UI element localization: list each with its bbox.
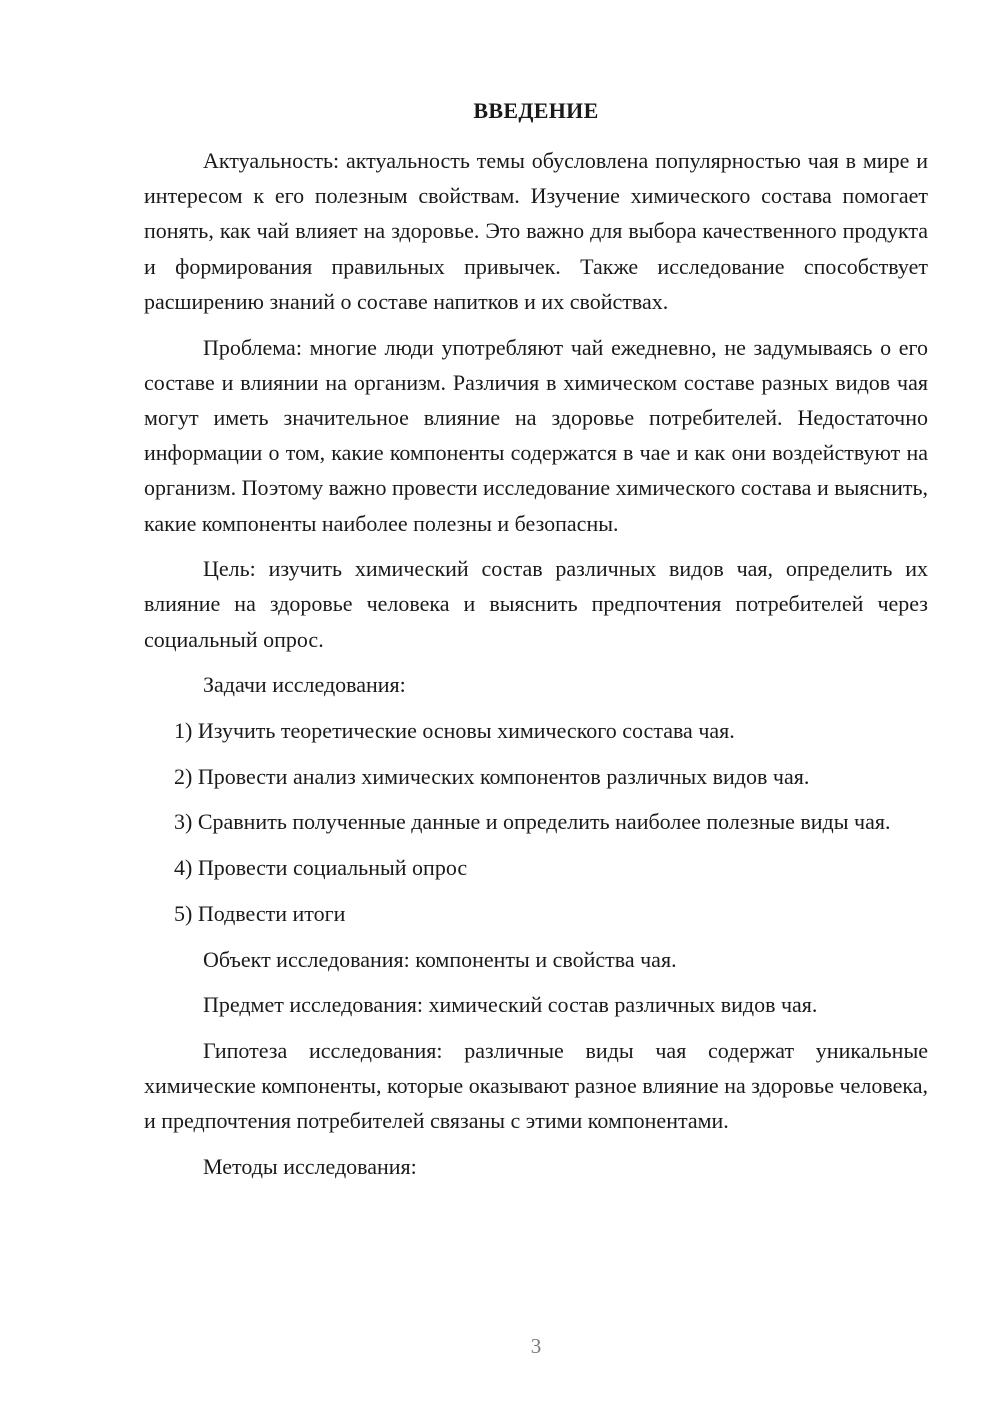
task-item-1: 1) Изучить теоретические основы химического состава чая.: [174, 718, 735, 744]
object-paragraph: Объект исследования: компоненты и свойства чая.: [203, 946, 677, 972]
tasks-list: [144, 713, 928, 931]
page-number: 3: [530, 1334, 542, 1358]
task-item-2: 2) Провести анализ химических компонентов различных видов чая.: [174, 763, 810, 789]
page-content: [144, 94, 928, 1195]
problem-paragraph: Проблема: многие люди употребляют чай ежедневно, не задумываясь о его составе и влиянии на организм. Различия в химическом составе разных видов чая могут иметь значительное влияние на здоровье потребителей. Недостаточно информации о том, какие компоненты содержатся в чае и как они воздействуют на организм. Поэтому важно провести исследование химического состава и выяснить, какие компоненты наиболее полезны и безопасны.: [144, 334, 928, 536]
subject-paragraph: Предмет исследования: химический состав различных видов чая.: [203, 992, 818, 1018]
tasks-heading: Задачи исследования:: [203, 672, 406, 698]
methods-heading: Методы исследования:: [203, 1154, 417, 1180]
relevance-paragraph: Актуальность: актуальность темы обусловлена популярностью чая в мире и интересом к его полезным свойствам. Изучение химического состава помогает понять, как чай влияет на здоровье. Это важно для выбора качественного продукта и формирования правильных привычек. Также исследование способствует расширению знаний о составе напитков и их свойствах.: [144, 148, 928, 314]
task-item-5: 5) Подвести итоги: [174, 900, 346, 926]
goal-paragraph: Цель: изучить химический состав различных видов чая, определить их влияние на здоровье человека и выяснить предпочтения потребителей через социальный опрос.: [144, 556, 928, 652]
task-item-3: 3) Сравнить полученные данные и определить наиболее полезные виды чая.: [174, 809, 891, 835]
section-title: ВВЕДЕНИЕ: [473, 98, 599, 123]
task-item-4: 4) Провести социальный опрос: [174, 855, 468, 881]
hypothesis-paragraph: Гипотеза исследования: различные виды чая содержат уникальные химические компоненты, которые оказывают разное влияние на здоровье человека, и предпочтения потребителей связаны с этими компонентами.: [144, 1037, 928, 1134]
